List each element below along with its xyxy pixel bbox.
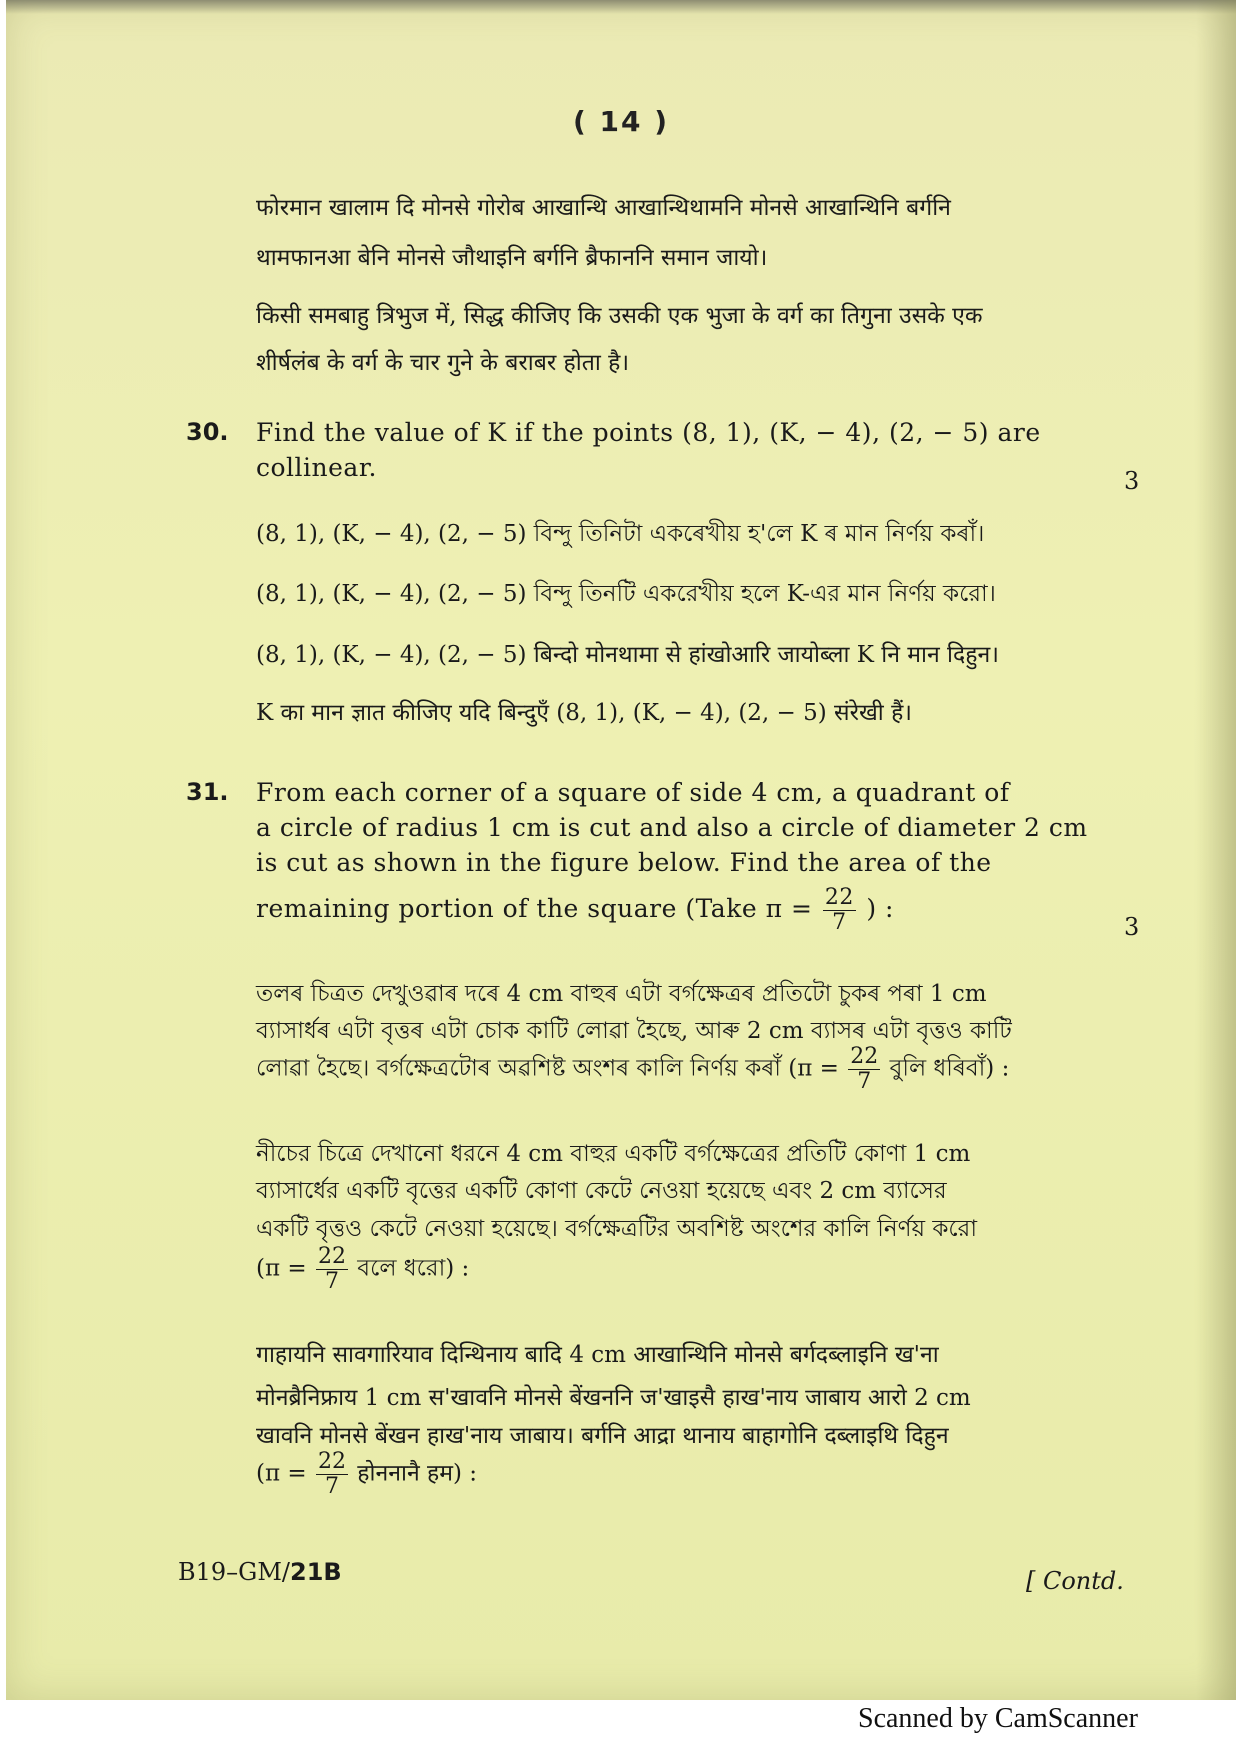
exam-page (6, 0, 1236, 1700)
q29-bodo-line1: फोरमान खालाम दि मोनसे गोरोब आखान्थि आखान्थिथामनि मोनसे आखान्थिनि बर्गनि (256, 195, 951, 221)
pi-fraction-numerator: 22 (317, 1449, 346, 1474)
q31-bengali-line4 (256, 1245, 469, 1294)
q31-bengali-line4-post: বলে ধরো) : (357, 1255, 470, 1282)
q31-english-line1: From each corner of a square of side 4 cm, a quadrant of (256, 778, 1010, 807)
q31-bengali-line4-pre: (π = (256, 1255, 307, 1282)
pi-fraction-numerator: 22 (824, 885, 854, 910)
q31-bodo-line4 (256, 1450, 477, 1499)
pi-fraction-denominator: 7 (857, 1069, 872, 1094)
q31-bengali-line2: ব্যাসার্ধের একটি বৃত্তের একটি কোণা কেটে নেওয়া হয়েছে এবং 2 cm ব্যাসের (256, 1178, 947, 1204)
q31-english-line4-pre: remaining portion of the square (Take π = (256, 894, 813, 923)
q31-bodo-line3: खावनि मोनसे बेंखन हाख'नाय जाबाय। बर्गनि आद्रा थानाय बाहागोनि दब्लाइथि दिहुन (256, 1423, 949, 1449)
question-number-31: 31. (186, 778, 229, 806)
q30-english-line2: collinear. (256, 453, 377, 482)
q31-english (256, 775, 1101, 935)
pi-fraction-denominator: 7 (832, 910, 847, 935)
q31-bodo-line2: मोनब्रैनिफ्राय 1 cm स'खावनि मोनसे बेंखननि ज'खाइसै हाख'नाय जाबाय आरो 2 cm (256, 1385, 971, 1411)
q31-bengali-line1: নীচের চিত্রে দেখানো ধরনে 4 cm বাহুর একটি বর্গক্ষেত্রের প্রতিটি কোণা 1 cm (256, 1141, 971, 1167)
question-number-30: 30. (186, 418, 229, 446)
pi-fraction (316, 1245, 348, 1294)
scanner-watermark: Scanned by CamScanner (858, 1703, 1138, 1734)
q31-assamese-line1: তলৰ চিত্ৰত দেখুওৱাৰ দৰে 4 cm বাহুৰ এটা বৰ্গক্ষেত্ৰৰ প্ৰতিটো চুকৰ পৰা 1 cm (256, 981, 987, 1007)
pi-fraction-numerator: 22 (317, 1244, 346, 1269)
q31-bodo-line1: गाहायनि सावगारियाव दिन्थिनाय बादि 4 cm आखान्थिनि मोनसे बर्गदब्लाइनि ख'ना (256, 1342, 939, 1368)
pi-fraction-numerator: 22 (850, 1044, 879, 1069)
q31-assamese-line3-post: বুলি ধৰিবাঁ) : (889, 1055, 1010, 1082)
q30-english (256, 415, 1101, 485)
page-number: ( 14 ) (572, 105, 670, 138)
q31-bengali-line3: একটি বৃত্তও কেটে নেওয়া হয়েছে। বর্গক্ষেত্রটির অবশিষ্ট অংশের কালি নির্ণয় করো (256, 1216, 977, 1242)
q31-bodo-line4-pre: (π = (256, 1460, 307, 1487)
q31-english-line3: is cut as shown in the figure below. Find the area of the (256, 848, 992, 877)
q31-english-line4-post: ) : (866, 894, 894, 923)
q30-bengali: (8, 1), (K, − 4), (2, − 5) বিন্দু তিনটি একরেখীয় হলে K-এর মান নির্ণয় করো। (256, 581, 996, 607)
q31-marks: 3 (1124, 913, 1140, 941)
q30-marks: 3 (1124, 467, 1140, 495)
scan-right-shadow (1196, 0, 1236, 1700)
q31-bodo-line4-post: होननानै हम) : (357, 1460, 478, 1487)
paper-code (178, 1558, 342, 1586)
continued-marker: [ Contd. (1026, 1567, 1124, 1595)
q30-assamese: (8, 1), (K, − 4), (2, − 5) বিন্দু তিনিটা একৰেখীয় হ'লে K ৰ মান নিৰ্ণয় কৰাঁ। (256, 521, 985, 547)
q31-assamese-line3-pre: লোৱা হৈছে। বৰ্গক্ষেত্ৰটোৰ অৱশিষ্ট অংশৰ কালি নিৰ্ণয় কৰাঁ (π = (256, 1055, 839, 1082)
q30-english-line1: Find the value of K if the points (8, 1), (K, − 4), (2, − 5) are (256, 418, 1041, 447)
pi-fraction (823, 886, 856, 935)
q30-hindi: K का मान ज्ञात कीजिए यदि बिन्दुएँ (8, 1), (K, − 4), (2, − 5) संरेखी हैं। (256, 700, 913, 726)
paper-code-bold: 21B (290, 1558, 342, 1586)
paper-code-prefix: B19–GM/ (178, 1558, 291, 1586)
q30-bodo: (8, 1), (K, − 4), (2, − 5) बिन्दो मोनथामा से हांखोआरि जायोब्ला K नि मान दिहुन। (256, 642, 999, 668)
pi-fraction-denominator: 7 (324, 1474, 339, 1499)
pi-fraction (848, 1045, 880, 1094)
pi-fraction (316, 1450, 348, 1499)
q29-hindi-line1: किसी समबाहु त्रिभुज में, सिद्ध कीजिए कि उसकी एक भुजा के वर्ग का तिगुना उसके एक (256, 303, 983, 329)
pi-fraction-denominator: 7 (324, 1269, 339, 1294)
q29-hindi-line2: शीर्षलंब के वर्ग के चार गुने के बराबर होता है। (256, 350, 630, 376)
q29-bodo-line2: थामफानआ बेनि मोनसे जौथाइनि बर्गनि ब्रैफाननि समान जायो। (256, 245, 768, 271)
q31-assamese-line3 (256, 1045, 1009, 1094)
q31-english-line4 (256, 886, 1101, 935)
q31-assamese-line2: ব্যাসাৰ্ধৰ এটা বৃত্তৰ এটা চোক কাটি লোৱা হৈছে, আৰু 2 cm ব্যাসৰ এটা বৃত্তও কাটি (256, 1018, 1012, 1044)
scan-top-shadow (6, 0, 1236, 14)
q31-english-line2: a circle of radius 1 cm is cut and also a circle of diameter 2 cm (256, 813, 1088, 842)
